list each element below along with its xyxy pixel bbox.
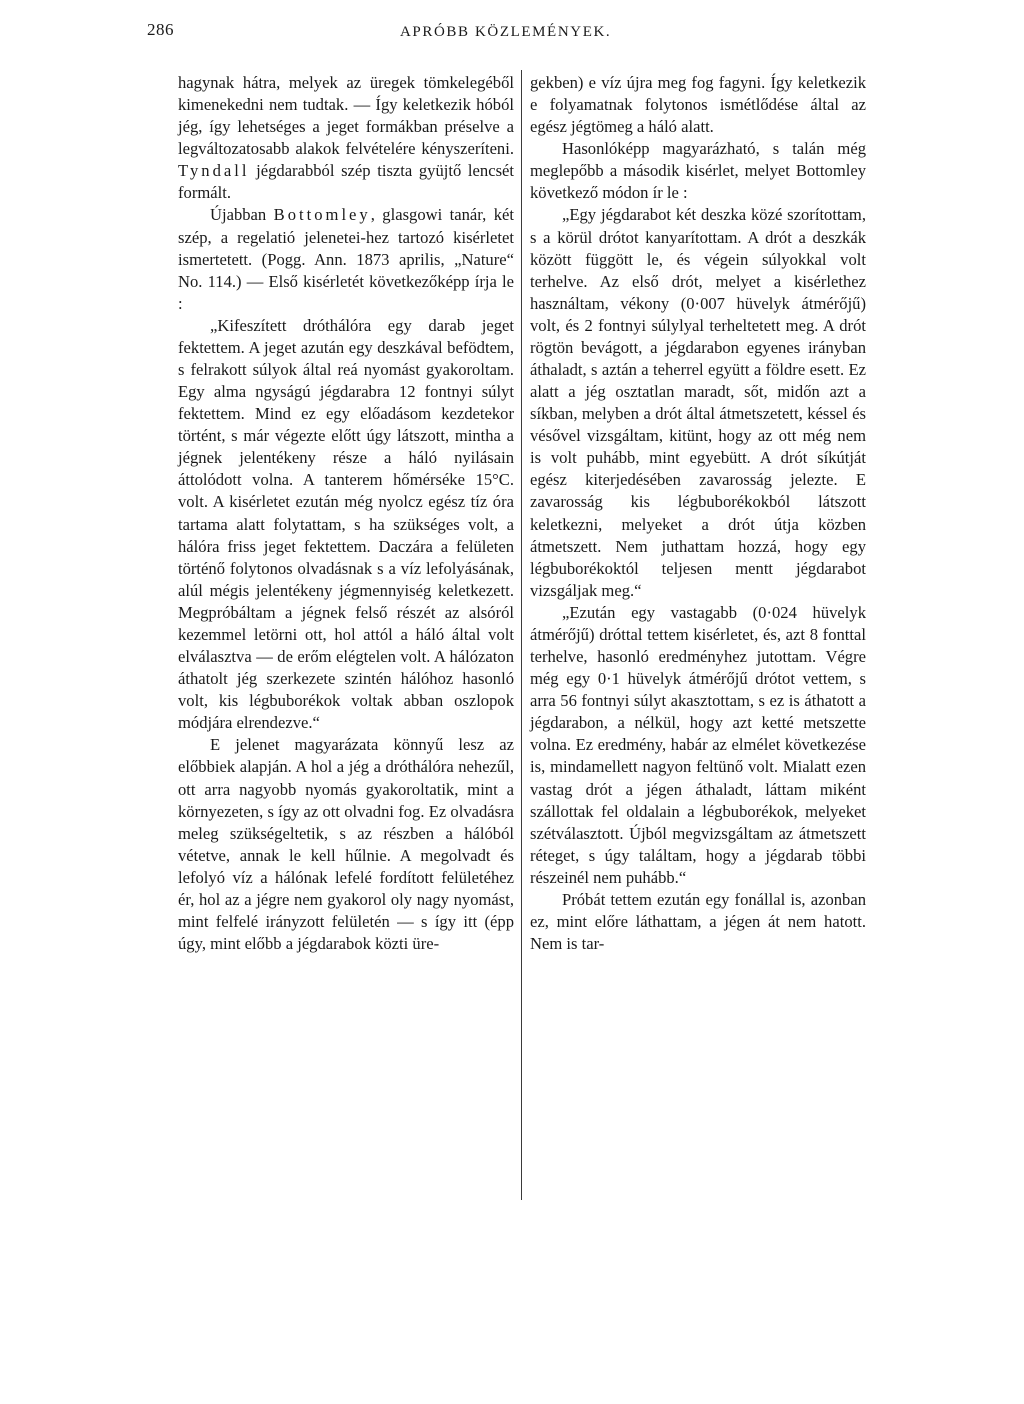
left-paragraph-2-lead: Újabban bbox=[210, 205, 267, 225]
left-paragraph-4: E jelenet magyarázata könnyű lesz az előbbiek alapján. A hol a jég a dróthálóra nehezűl, ott arra nagyobb nyomás gyakoroltatik, mint a környezeten, s így az ott olvadni fog. Ez olvadásra meleg szükségeltetik, s az részben a hálóból vétetve, annak le kell hűlnie. A megolvadt és lefolyó víz a hálónak lefelé fordított felületéhez ér, hol az a jégre nem gyakorol oly nagy nyomást, mint felfelé irányzott felületén — s így itt (épp úgy, mint előbb a jégdarabok közti üre- bbox=[178, 735, 514, 954]
right-paragraph-1: gekben) e víz újra meg fog fagyni. Így keletkezik e folyamatnak folytonos ismétlődése által az egész jégtömeg a háló alatt. bbox=[530, 73, 866, 137]
running-title: APRÓBB KÖZLEMÉNYEK. bbox=[400, 24, 612, 40]
left-paragraph-1 bbox=[178, 72, 514, 204]
right-column bbox=[530, 72, 866, 955]
right-paragraph-3: „Egy jégdarabot két deszka közé szorítottam, s a körül drótot kanyarítottam. A drót a deszkák között függött le, és végein súlyokkal volt terhelve. Az első drót, melyet a kisérlethez használtam, vékony (0·007 hüvelyk átmérőjű) volt, és 2 fontnyi súlylyal terheltetett meg. A drót rögtön bevágott, a jégdarabon egyenes irányban áthaladt, s aztán a teherrel együtt a földre esett. Ez alatt a jég osztatlan maradt, sőt, midőn azt a síkban, melyben a drót által átmetszetett, késsel és vésővel vizsgáltam, kitünt, hogy az ott még nem is volt puhább, mint egyebütt. A drót síkútját egész kiterjedésében zavarosság jelezte. E zavarosság kis légbuborékokból látszott keletkezni, melyeket a drót útja közben átmetszett. Nem juthattam hozzá, hogy egy légbuborékoktól teljesen mentt jégdarabot vizsgáljak meg.“ bbox=[530, 205, 866, 600]
name-tyndall: Tyndall bbox=[178, 161, 250, 181]
left-paragraph-1-text: hagynak hátra, melyek az üregek tömkelegéből kimenekedni nem tudtak. — Így keletkezik hóból jég, így lehetséges a jeget formákban préselve a legváltozatosabb alakok felvételére kényszeríteni. bbox=[178, 73, 514, 159]
left-column bbox=[178, 72, 514, 955]
right-paragraph-4: „Ezután egy vastagabb (0·024 hüvelyk átmérőjű) dróttal tettem kisérletet, és, azt 8 fonttal terhelve, hasonló eredményhez jutottam. Végre még egy 0·1 hüvelyk átmérőjű drótot vettem, s arra 56 fontnyi súlyt akasztottam, s ez is áthatott a jégdarabon, a nélkül, hogy azt ketté metszette volna. Ez eredmény, habár az elmélet következése is, mindamellett nagyon feltünő volt. Mialatt ezen vastag drót a jégen áthaladt, láttam miként szállottak fel oldalain a légbuborékok, melyeket szétválasztott. Újból megvizsgáltam az átmetszett réteget, s úgy találtam, hogy a jégdarab többi részeinél nem puhább.“ bbox=[530, 602, 866, 887]
right-paragraph-2: Hasonlóképp magyarázható, s talán még meglepőbb a második kisérlet, melyet Bottomley következő módon ír le : bbox=[530, 139, 866, 203]
page-number: 286 bbox=[147, 20, 174, 39]
right-paragraph-5: Próbát tettem ezután egy fonállal is, azonban ez, mint előre láthattam, a jégen át nem hatott. Nem is tar- bbox=[530, 889, 866, 954]
left-paragraph-2 bbox=[178, 204, 514, 314]
left-paragraph-2-text: , glasgowi tanár, két szép, a regelatió jelenetei-hez tartozó kisérletet ismertetett. (Pogg. Ann. 1873 aprilis, „Nature“ No. 114.) — Első kisérletét következőképp írja le : bbox=[178, 205, 514, 313]
left-paragraph-3: „Kifeszített dróthálóra egy darab jeget fektettem. A jeget azután egy deszkával befödtem, s felrakott súlyok által reá nyomást gyakoroltam. Egy alma ngyságú jégdarabra 12 fontnyi súlyt fektettem. Mind ez egy előadásom kezdetekor történt, s már végezte előtt úgy látszott, mintha a jégnek jelentékeny része a háló nyilásain áttolódott volna. A tanterem hőmérséke 15°C. volt. A kisérletet ezután még nyolcz egész tíz óra tartama alatt folytattam, s ha szükséges volt, a hálóra friss jeget fektettem. Daczára a felületen történő folytonos olvadásnak s a víz lefolyásának, alúl mégis jelentékeny jégmennyiség keletkezett. Megpróbáltam a jégnek felső részét az alsóról kezemmel letörni ott, hol attól a háló által volt elválasztva — de erőm elégtelen volt. A hálózaton áthatolt jég szerkezete szintén hálóhoz hasonló volt, kis légbuborékok voltak abban oszlopok módjára elrendezve.“ bbox=[178, 315, 514, 733]
name-bottomley: Bottomley bbox=[273, 205, 371, 225]
left-paragraph-1-cont: jégdarabból szép tiszta gyüjtő lencsét formált. bbox=[178, 161, 515, 203]
column-divider bbox=[521, 70, 522, 1200]
